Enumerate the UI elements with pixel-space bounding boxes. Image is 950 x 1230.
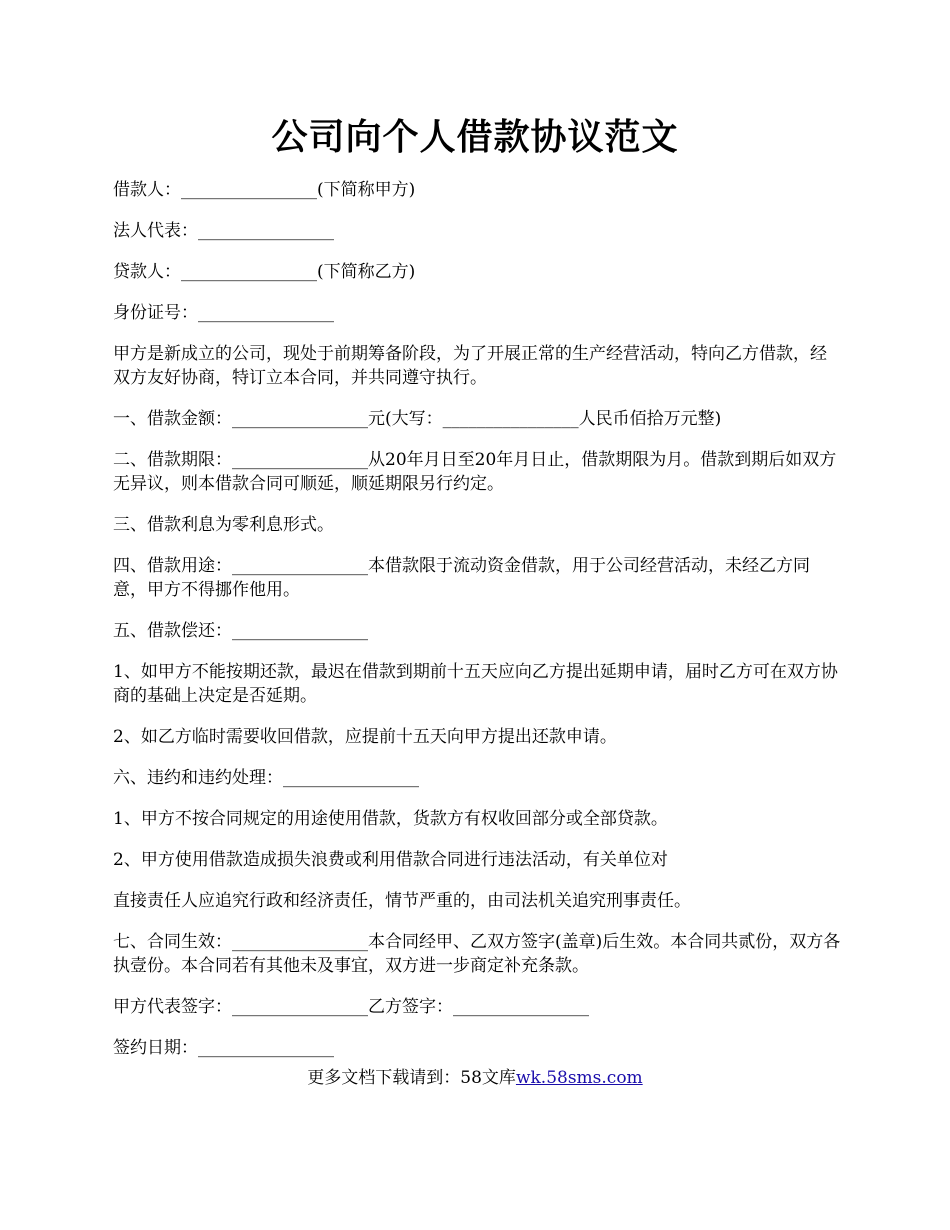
preamble-paragraph: 甲方是新成立的公司，现处于前期筹备阶段，为了开展正常的生产经营活动，特向乙方借款，经双方友好协商，特订立本合同，并共同遵守执行。 [113,344,827,388]
document-body [113,178,841,1077]
clause-effectiveness: 七、合同生效：________________本合同经甲、乙双方签字(盖章)后生效。本合同共贰份，双方各执壹份。本合同若有其他未及事宜，双方进一步商定补充条款。 [113,932,841,976]
breach-item-2: 2、甲方使用借款造成损失浪费或利用借款合同进行违法活动，有关单位对 [113,850,668,870]
repayment-item-1: 1、如甲方不能按期还款，最迟在借款到期前十五天应向乙方提出延期申请，届时乙方可在双方协商的基础上决定是否延期。 [113,662,838,706]
footer-link[interactable]: wk.58sms.com [515,1068,643,1088]
lender-line: 贷款人：________________(下简称乙方) [113,262,416,282]
clause-loan-term: 二、借款期限：________________从20年月日至20年月日止，借款期限为月。借款到期后如双方无异议，则本借款合同可顺延，顺延期限另行约定。 [113,450,837,494]
footer [0,1066,950,1090]
id-number-line: 身份证号：________________ [113,303,334,323]
clause-repayment: 五、借款偿还：________________ [113,621,368,641]
clause-interest: 三、借款利息为零利息形式。 [113,515,334,535]
clause-loan-amount: 一、借款金额：________________元(大写：________________人民币佰拾万元整) [113,409,722,429]
footer-text: 更多文档下载请到：58文库 [307,1068,516,1088]
signature-line: 甲方代表签字：________________乙方签字：________________ [113,997,589,1017]
legal-representative-line: 法人代表：________________ [113,221,334,241]
borrower-line: 借款人：________________(下简称甲方) [113,180,416,200]
breach-item-1: 1、甲方不按合同规定的用途使用借款，货款方有权收回部分或全部贷款。 [113,809,668,829]
breach-item-2-continued: 直接责任人应追究行政和经济责任，情节严重的，由司法机关追究刑事责任。 [113,891,691,911]
repayment-item-2: 2、如乙方临时需要收回借款，应提前十五天向甲方提出还款申请。 [113,727,617,747]
clause-breach: 六、违约和违约处理：________________ [113,768,419,788]
clause-loan-purpose: 四、借款用途：________________本借款限于流动资金借款，用于公司经营活动，未经乙方同意，甲方不得挪作他用。 [113,556,810,600]
document-title: 公司向个人借款协议范文 [271,116,679,158]
signing-date-line: 签约日期：________________ [113,1038,334,1058]
